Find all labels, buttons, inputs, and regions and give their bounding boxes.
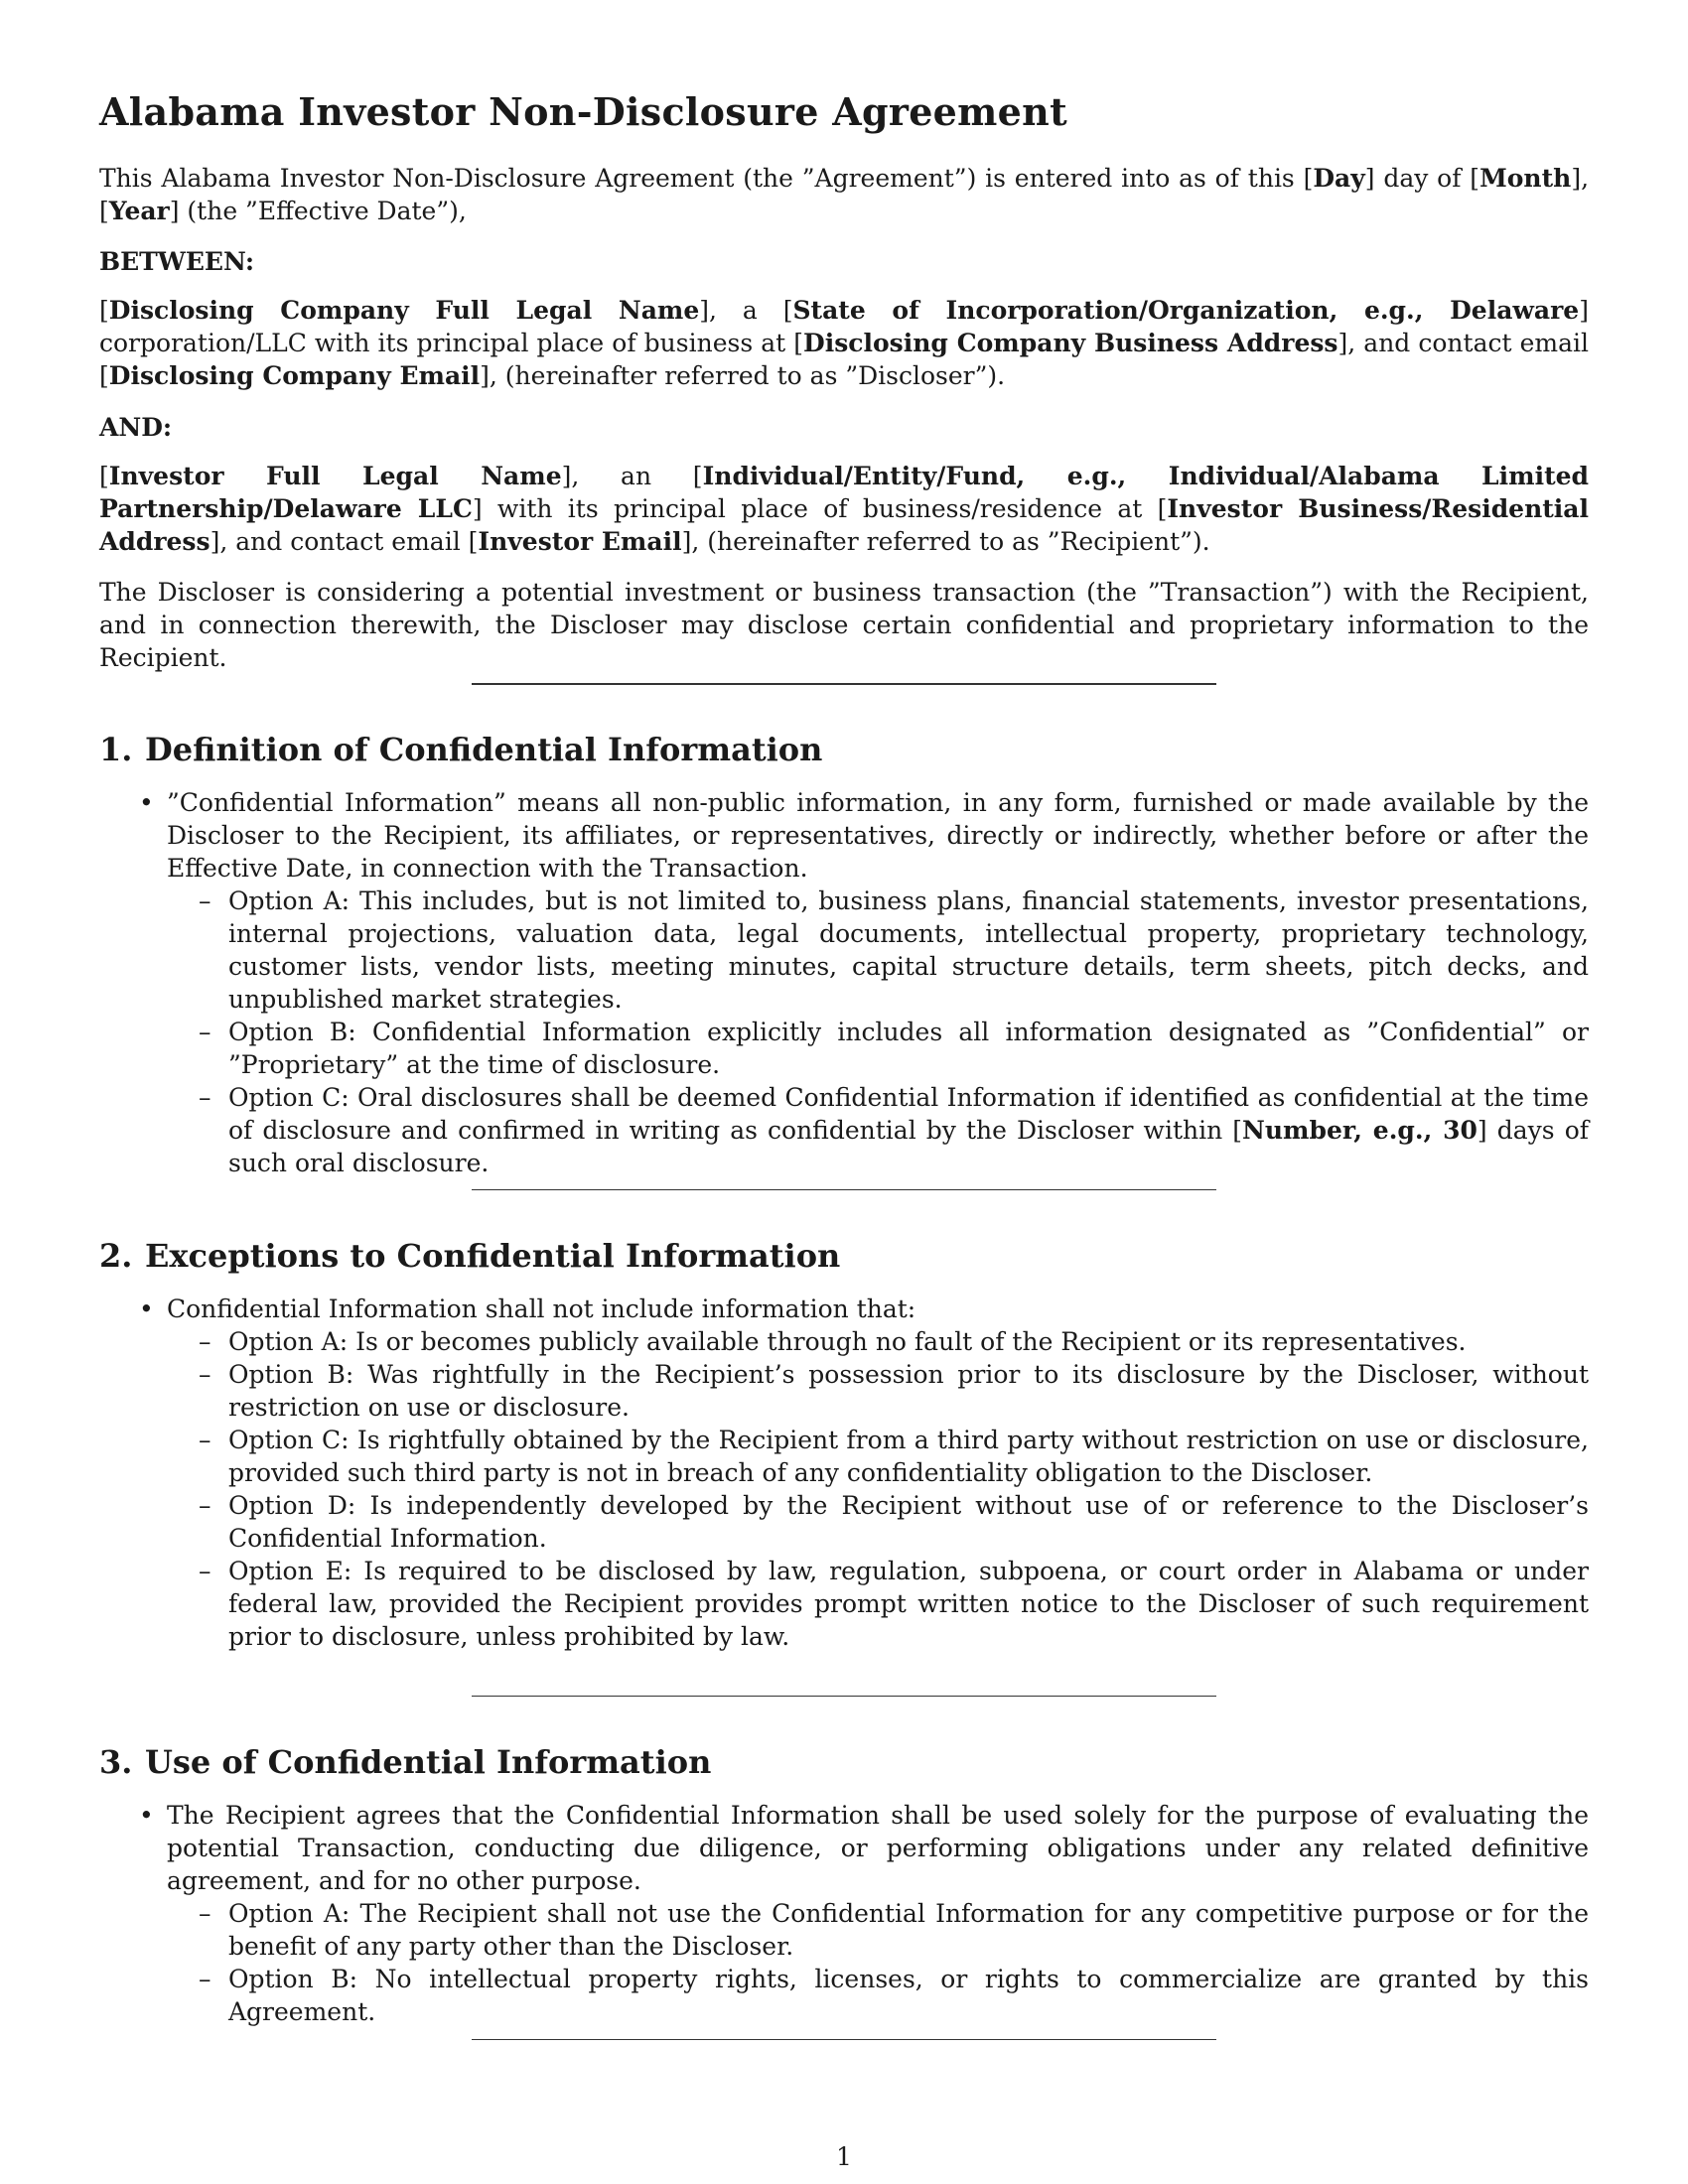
investor-address-placeholder: Investor Business/Residential Address xyxy=(99,494,1589,556)
section-number: 1. xyxy=(99,731,133,768)
number-placeholder: Number, e.g., 30 xyxy=(1242,1116,1477,1145)
discloser-paragraph: [Disclosing Company Full Legal Name], a [State of Incorporation/Organization, e.g., Delaware] corporation/LLC with its principal place of business at [Disclosing Company Business Address], and contact email [Disclosing Company Email], (hereinafter referred to as ”Discloser”). xyxy=(99,296,1590,390)
investor-type-placeholder: Individual/Entity/Fund, e.g., Individual/Alabama Limited Partnership/Delaware LLC xyxy=(99,462,1590,523)
intro-text: ] (the ”Effective Date”), xyxy=(169,197,467,225)
option-item: – Option A: This includes, but is not limited to, business plans, financial statements, investor presentations, internal projections, valuation data, legal documents, intellectual property, proprietary technology, customer lists, vendor lists, meeting minutes, capital structure details, term sheets, pitch decks, and unpublished market strategies. xyxy=(99,885,1589,1016)
year-placeholder: Year xyxy=(108,197,170,225)
intro-paragraph xyxy=(99,162,1589,227)
section-title: Definition of Confidential Information xyxy=(145,731,823,768)
section-divider xyxy=(472,2039,1216,2040)
option-item: – Option B: No intellectual property rights, licenses, or rights to commercialize are granted by this Agreement. xyxy=(99,1963,1589,2028)
section-divider xyxy=(472,683,1216,685)
section-number: 2. xyxy=(99,1237,133,1275)
document-title: Alabama Investor Non-Disclosure Agreement xyxy=(99,89,1067,134)
discloser-address-placeholder: Disclosing Company Business Address xyxy=(803,329,1338,357)
section-divider xyxy=(472,1696,1216,1697)
section-divider xyxy=(472,1189,1216,1190)
list-item: • The Recipient agrees that the Confidential Information shall be used solely for the purpose of evaluating the potential Transaction, conducting due diligence, or performing obligations under any related definitive agreement, and for no other purpose. xyxy=(99,1799,1589,1897)
option-item: – Option B: Was rightfully in the Recipient’s possession prior to its disclosure by the Discloser, without restriction on use or disclosure. xyxy=(99,1358,1589,1424)
section-3-list xyxy=(99,1799,1589,2028)
option-item: – Option D: Is independently developed by the Recipient without use of or reference to the Discloser’s Confidential Information. xyxy=(99,1489,1589,1555)
and-label: AND: xyxy=(99,413,173,442)
option-item: – Option C: Is rightfully obtained by the Recipient from a third party without restriction on use or disclosure, provided such third party is not in breach of any confidentiality obligation to the Discloser. xyxy=(99,1424,1589,1489)
option-item: – Option C: Oral disclosures shall be deemed Confidential Information if identified as confidential at the time of disclosure and confirmed in writing as confidential by the Discloser within [Number, e.g., 30] days of such oral disclosure. xyxy=(99,1081,1589,1179)
option-item: – Option E: Is required to be disclosed by law, regulation, subpoena, or court order in Alabama or under federal law, provided the Recipient provides prompt written notice to the Discloser of such requirement prior to disclosure, unless prohibited by law. xyxy=(99,1555,1589,1653)
discloser-state-placeholder: State of Incorporation/Organization, e.g., Delaware xyxy=(792,296,1580,325)
section-2-list xyxy=(99,1293,1589,1653)
section-number: 3. xyxy=(99,1743,133,1781)
list-item: • Confidential Information shall not include information that: xyxy=(99,1293,1589,1325)
discloser-email-placeholder: Disclosing Company Email xyxy=(108,361,481,390)
list-item: • ”Confidential Information” means all non-public information, in any form, furnished or made available by the Discloser to the Recipient, its affiliates, or representatives, directly or indirectly, whether before or after the Effective Date, in connection with the Transaction. xyxy=(99,786,1589,885)
option-item: – Option A: Is or becomes publicly available through no fault of the Recipient or its representatives. xyxy=(99,1325,1589,1358)
investor-paragraph: [Investor Full Legal Name], an [Individual/Entity/Fund, e.g., Individual/Alabama Limited Partnership/Delaware LLC] with its principal place of business/residence at [Investor Business/Residential Address], and contact email [Investor Email], (hereinafter referred to as ”Recipient”). xyxy=(99,462,1590,556)
section-3-heading xyxy=(99,1742,711,1782)
intro-text: ] day of [ xyxy=(1364,164,1480,193)
section-1-heading xyxy=(99,730,822,769)
section-title: Use of Confidential Information xyxy=(145,1743,712,1781)
page-number: 1 xyxy=(836,2142,852,2171)
month-placeholder: Month xyxy=(1479,164,1572,193)
recital-paragraph: The Discloser is considering a potential investment or business transaction (the ”Transaction”) with the Recipient, and in connection therewith, the Discloser may disclose certain confidential and proprietary information to the Recipient. xyxy=(99,578,1589,672)
option-item: – Option A: The Recipient shall not use the Confidential Information for any competitive purpose or for the benefit of any party other than the Discloser. xyxy=(99,1897,1589,1963)
discloser-name-placeholder: Disclosing Company Full Legal Name xyxy=(108,296,700,325)
section-title: Exceptions to Confidential Information xyxy=(145,1237,841,1275)
day-placeholder: Day xyxy=(1313,164,1365,193)
section-2-heading xyxy=(99,1236,840,1276)
intro-text: This Alabama Investor Non-Disclosure Agreement (the ”Agreement”) is entered into as of this [ xyxy=(99,164,1314,193)
between-label: BETWEEN: xyxy=(99,247,255,276)
intro-text: ], [ xyxy=(99,164,1590,225)
investor-email-placeholder: Investor Email xyxy=(478,527,682,556)
section-1-list xyxy=(99,786,1589,1179)
option-item: – Option B: Confidential Information explicitly includes all information designated as ”Confidential” or ”Proprietary” at the time of disclosure. xyxy=(99,1016,1589,1081)
investor-name-placeholder: Investor Full Legal Name xyxy=(108,462,562,490)
